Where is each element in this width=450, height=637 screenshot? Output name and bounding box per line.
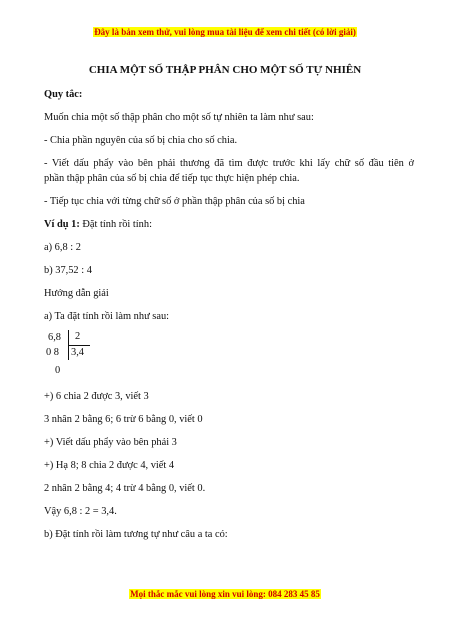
step-line: 2 nhân 2 bằng 4; 4 trừ 4 bằng 0, viết 0. (44, 483, 206, 494)
divisor: 2 (75, 331, 81, 342)
example-heading (44, 218, 414, 232)
division-horizontal-line (68, 345, 90, 346)
preview-notice-text: Đây là bản xem thử, vui lòng mua tài liệu để xem chi tiết (có lời giải) (94, 27, 356, 37)
step-line: +) Viết dấu phẩy vào bên phải 3 (44, 437, 177, 448)
long-division (44, 330, 104, 380)
example-part-b: b) 37,52 : 4 (44, 265, 92, 276)
step-line: +) 6 chia 2 được 3, viết 3 (44, 391, 149, 402)
contact-notice-text: Mọi thắc mắc vui lòng xin vui lòng: 084 283 45 85 (130, 589, 320, 599)
part-b-setup: b) Đặt tính rồi làm tương tự như câu a ta có: (44, 529, 228, 540)
dividend: 6,8 (48, 332, 61, 343)
example-part-a: a) 6,8 : 2 (44, 242, 81, 253)
example-label: Ví dụ 1: (44, 219, 80, 230)
rule-step-3: - Tiếp tục chia với từng chữ số ở phần thập phân của số bị chia (44, 196, 305, 207)
rule-step-2-line-2: phần thập phân của số bị chia để tiếp tục thực hiện phép chia. (44, 173, 300, 184)
guide-heading: Hướng dẫn giải (44, 288, 109, 299)
rule-heading: Quy tắc: (44, 89, 83, 100)
rule-intro: Muốn chia một số thập phân cho một số tự nhiên ta làm như sau: (44, 112, 314, 123)
preview-notice-banner (0, 27, 450, 37)
result-line: Vậy 6,8 : 2 = 3,4. (44, 506, 117, 517)
rule-step-2-line-1: - Viết dấu phẩy vào bên phải thương đã tìm được trước khi lấy chữ số đầu tiên ở (44, 158, 414, 169)
remainder-1: 0 8 (46, 347, 59, 358)
quotient: 3,4 (71, 347, 84, 358)
remainder-2: 0 (55, 365, 61, 376)
rule-step-1: - Chia phần nguyên của số bị chia cho số chia. (44, 135, 238, 146)
contact-notice-banner (0, 589, 450, 599)
step-line: 3 nhân 2 bằng 6; 6 trừ 6 bằng 0, viết 0 (44, 414, 203, 425)
page-title: CHIA MỘT SỐ THẬP PHÂN CHO MỘT SỐ TỰ NHIÊN (88, 64, 362, 76)
example-task: Đặt tính rồi tính: (79, 219, 152, 230)
step-line: +) Hạ 8; 8 chia 2 được 4, viết 4 (44, 460, 175, 471)
part-a-setup: a) Ta đặt tính rồi làm như sau: (44, 311, 170, 322)
